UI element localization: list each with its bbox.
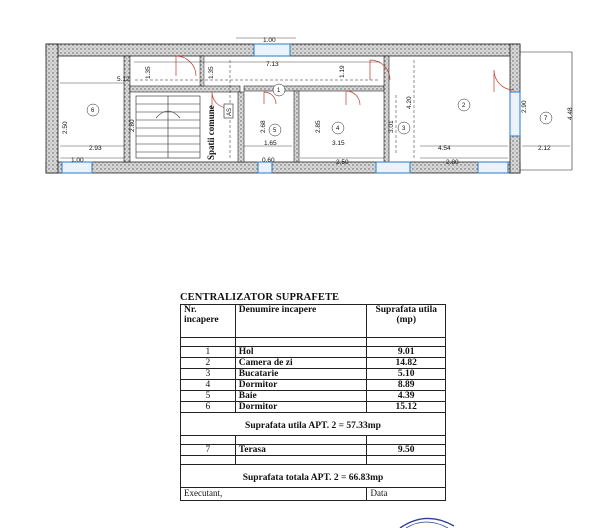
windows: [62, 44, 520, 173]
dim-315: 3.15: [332, 140, 345, 147]
row-name: Bucatarie: [235, 369, 367, 380]
row-nr: 5: [181, 391, 236, 402]
dim-454: 4.54: [438, 145, 451, 152]
row-nr: 2: [181, 358, 236, 369]
dim-135b: 1.35: [208, 66, 215, 79]
row-area: 5.10: [367, 369, 446, 380]
dim-top-window: 1.00: [263, 37, 276, 44]
dim-060: 0.60: [262, 157, 275, 164]
row-area: 9.01: [367, 347, 446, 358]
dim-165: 1.65: [264, 140, 277, 147]
dim-280-v: 2.80: [129, 119, 136, 132]
stamp-seal: [396, 514, 456, 528]
row-nr: 4: [181, 380, 236, 391]
room-number-4: 4: [336, 126, 340, 132]
dim-135a: 1.35: [145, 66, 152, 79]
row-name: Baie: [235, 391, 367, 402]
table-row: [181, 380, 446, 391]
room-number-3: 3: [402, 126, 406, 132]
common-space-label: Spatii comune: [206, 105, 216, 160]
row-name: Camera de zi: [235, 358, 367, 369]
spacer-row: [181, 456, 446, 465]
exterior-walls: [46, 44, 520, 173]
dim-285: 2.85: [315, 120, 322, 133]
row-nr: 3: [181, 369, 236, 380]
dim-100-bottom: 1.00: [71, 157, 84, 164]
row-nr: 6: [181, 402, 236, 413]
dim-room6-width: 5.12: [117, 76, 130, 83]
dim-119: 1.19: [339, 65, 346, 78]
header-area: Suprafata utila (mp): [367, 305, 446, 338]
row-area: 4.39: [367, 391, 446, 402]
room-number-6: 6: [91, 108, 95, 114]
header-name: Denumire incapere: [235, 305, 367, 338]
table-row: [181, 347, 446, 358]
table-row: [181, 358, 446, 369]
stairs: [136, 96, 200, 158]
row-name: Hol: [235, 347, 367, 358]
area-table: [180, 304, 446, 501]
sum-totala-row: [181, 465, 446, 488]
footer-row: [181, 488, 446, 501]
stair-tag: AS: [227, 107, 233, 116]
area-summary: [180, 292, 446, 501]
dim-250-left: 2.50: [62, 121, 69, 134]
dim-280-bottom: 2.80: [446, 159, 459, 166]
table-row: [181, 402, 446, 413]
table-title: CENTRALIZATOR SUPRAFETE: [180, 292, 340, 303]
dim-overall-width: 7.13: [266, 61, 279, 68]
sum-utila-row: [181, 413, 446, 436]
table-row: [181, 369, 446, 380]
sum-utila: Suprafata utila APT. 2 = 57.33mp: [181, 413, 446, 436]
room-number-1: 1: [277, 88, 281, 94]
row-nr: 1: [181, 347, 236, 358]
terrace-nr: 7: [181, 445, 236, 456]
room-number-7: 7: [544, 116, 548, 122]
terrace-row: [181, 445, 446, 456]
dim-420: 4.20: [406, 96, 413, 109]
dim-293: 2.93: [89, 145, 102, 152]
spacer-row: [181, 338, 446, 347]
row-name: Dormitor: [235, 402, 367, 413]
dim-301: 3.01: [388, 120, 395, 133]
dim-250-bottom: 2.50: [336, 159, 349, 166]
terrace-area: 9.50: [367, 445, 446, 456]
dim-212: 2.12: [538, 145, 551, 152]
dim-448: 4.48: [567, 107, 574, 120]
table-row: [181, 391, 446, 402]
date-label: Data: [367, 488, 446, 501]
executant-label: Executant,: [181, 488, 367, 501]
row-area: 15.12: [367, 402, 446, 413]
room-number-5: 5: [273, 128, 277, 134]
spacer-row: [181, 436, 446, 445]
dim-268: 2.68: [260, 120, 267, 133]
header-nr: Nr. incapere: [181, 305, 236, 338]
terrace-name: Terasa: [235, 445, 367, 456]
floor-plan: [0, 0, 609, 200]
row-area: 8.89: [367, 380, 446, 391]
room-number-2: 2: [462, 103, 466, 109]
row-area: 14.82: [367, 358, 446, 369]
dim-290: 2.90: [521, 100, 528, 113]
sum-totala: Suprafata totala APT. 2 = 66.83mp: [181, 465, 446, 488]
row-name: Dormitor: [235, 380, 367, 391]
table-header-row: [181, 305, 446, 338]
